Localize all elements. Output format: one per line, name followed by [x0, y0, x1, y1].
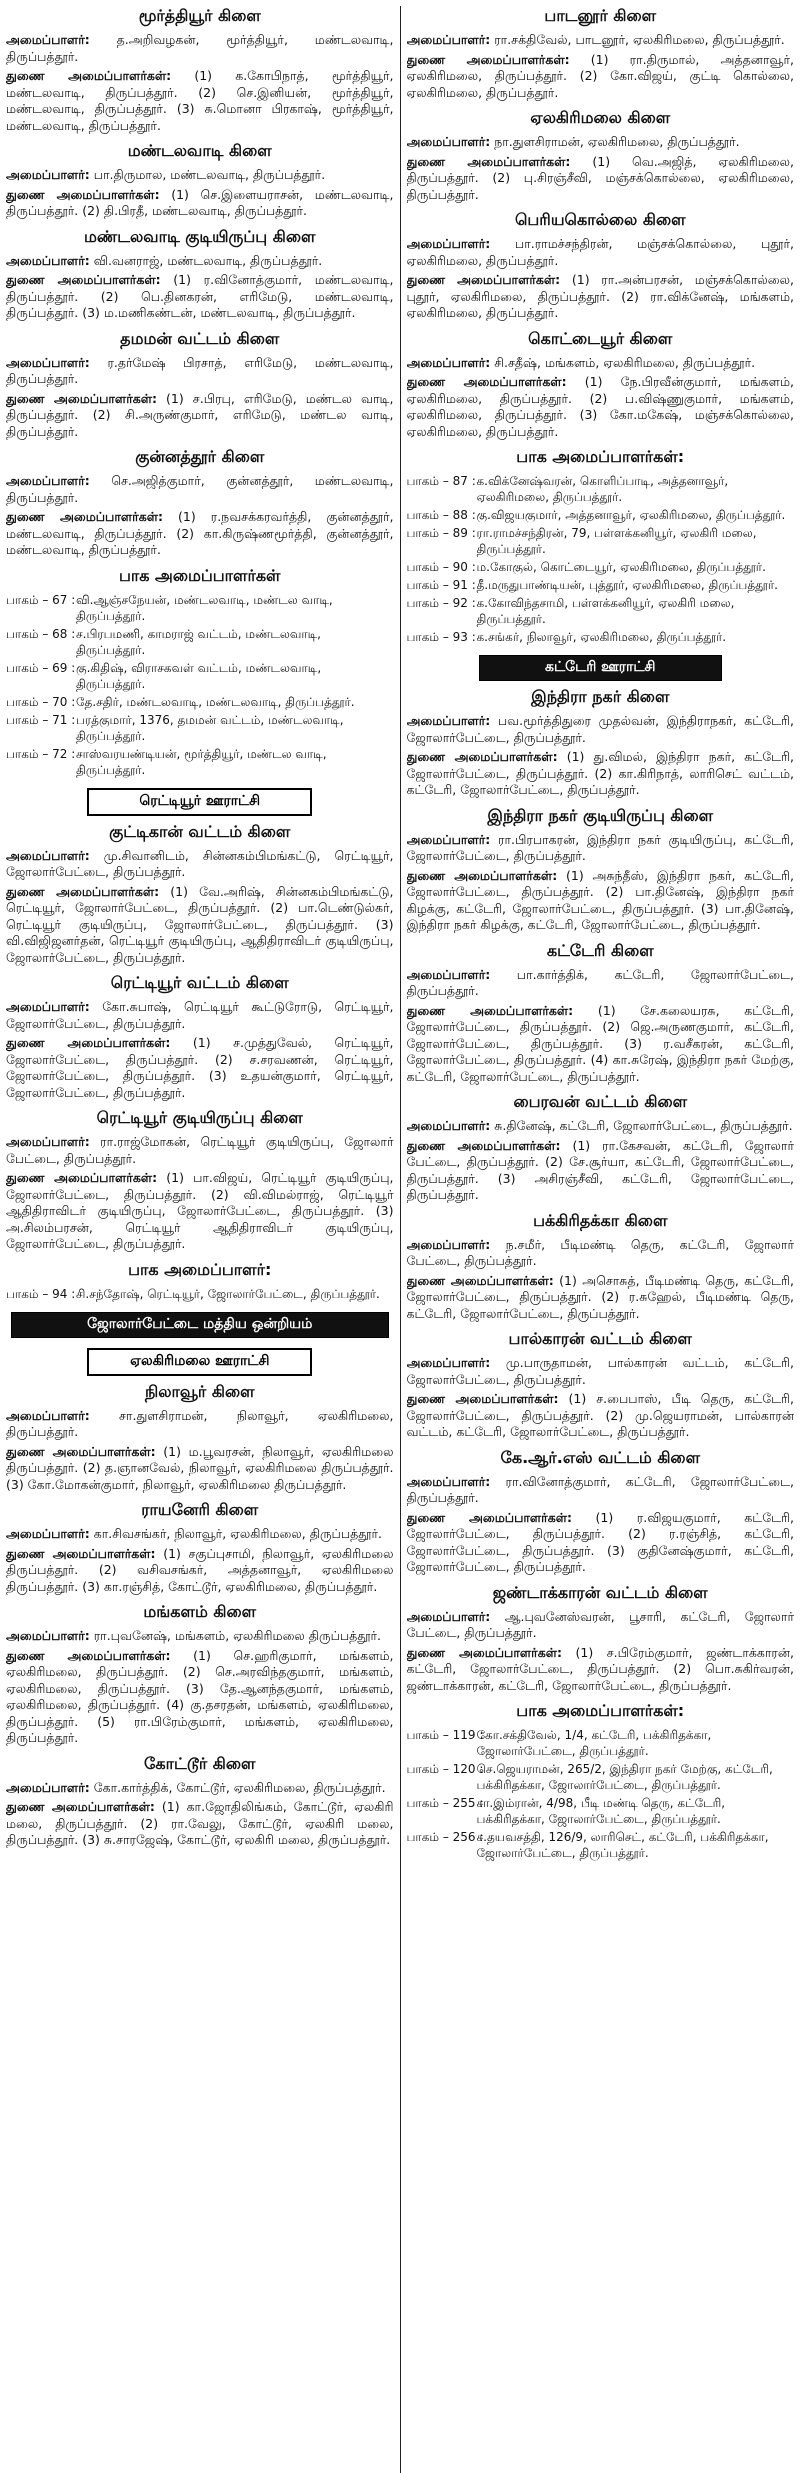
branch-title: இந்திரா நகர் குடியிருப்பு கிளை	[487, 805, 714, 825]
branch-block	[6, 447, 394, 559]
branch-block	[6, 822, 394, 967]
ward-organizer: ரா.ராமச்சந்திரன், 79, பள்ளக்கனியூர், ஏலகிரி மலை, திருப்பத்தூர்.	[476, 526, 757, 556]
organizer-name: பா.ராமச்சந்திரன், மஞ்சக்கொல்லை, புதூர், ஏலகிரிமலை, திருப்பத்தூர்.	[406, 236, 794, 268]
branch-title: மண்டலவாடி குடியிருப்பு கிளை	[84, 226, 316, 246]
deputy-organizers-line	[6, 509, 394, 559]
organizer-label: அமைப்பாளர்:	[6, 1134, 90, 1149]
deputy-organizers-label: துணை அமைப்பாளர்கள்:	[406, 51, 570, 67]
branch-block	[407, 210, 795, 322]
ward-entry	[407, 525, 795, 557]
deputy-organizers-names: (1) சே.கலையரசு, கட்டேரி, ஜோலார்பேட்டை, திருப்பத்தூர். (2) ஜெ.அருணகுமார், கட்டேரி, ஜோலார்பேட்டை, திருப்பத்தூர். (3) ர.வசீகரன், கட்டேரி, ஜோலார்பேட்டை, திருப்பத்தூர். (4) கா.சுரேஷ், இந்திரா நகர் மேற்கு, கட்டேரி, ஜோலார்பேட்டை, திருப்பத்தூர்.	[406, 1002, 794, 1084]
deputy-organizers-label: துணை அமைப்பாளர்கள்:	[6, 1647, 171, 1663]
deputy-organizers-line	[407, 1391, 795, 1441]
deputy-organizers-line	[407, 749, 795, 799]
organizer-line	[6, 253, 394, 270]
deputy-organizers-line	[407, 374, 795, 440]
deputy-organizers-names: (1) வே.அரிஷ், சின்னகம்பிமங்கட்டு, ரெட்டியூர், ஜோலார்பேட்டை, திருப்பத்தூர். (2) பா.டெண்டுல்கர், ரெட்டியூர் குடியிருப்பு, ஜோலார்பேட்டை, திருப்பத்தூர். (3) வி.விஜிஜனர்தன், ரெட்டியூர் குடியிருப்பு, ஆதிதிராவிடர் குடியிருப்பு, ஜோலார்பேட்டை, திருப்பத்தூர்.	[6, 883, 394, 965]
ward-organizer: ம.கோகுல், கொட்டையூர், ஏலகிரிமலை, திருப்பத்தூர்.	[476, 560, 766, 574]
organizer-line	[6, 999, 394, 1032]
organizer-name: ரா.ராஜ்மோகன், ரெட்டியூர் குடியிருப்பு, ஜோலார் பேட்டை, திருப்பத்தூர்.	[6, 1134, 394, 1166]
organizer-label: அமைப்பாளர்:	[406, 134, 491, 149]
branch-title: தமமன் வட்டம் கிளை	[120, 328, 280, 348]
deputy-organizers-names: (1) ச.பைபாஸ், பீடி தெரு, கட்டேரி, ஜோலார்பேட்டை, திருப்பத்தூர். (2) மு.ஜெயராமன், பால்காரன் வட்டம், கட்டேரி, ஜோலார்பேட்டை, திருப்பத்தூர்.	[406, 1391, 794, 1439]
deputy-organizers-label: துணை அமைப்பாளர்கள்:	[406, 1002, 574, 1018]
deputy-organizers-names: (1) வெ.அஜித், ஏலகிரிமலை, திருப்பத்தூர். (2) பு.சிரஞ்சீவி, மஞ்சக்கொல்லை, ஏலகிரிமலை, திருப்பத்தூர்.	[406, 153, 794, 202]
ward-organizer: கு.விஜயகுமார், அத்தனாவூர், ஏலகிரிமலை, திருப்பத்தூர்.	[476, 508, 786, 522]
ward-organizer: சாஸ்வரயண்டியன், மூர்த்தியூர், மண்டல வாடி, திருப்பத்தூர்.	[76, 746, 327, 777]
deputy-organizers-line	[407, 1510, 795, 1576]
ward-number: பாகம் – 91 :	[406, 578, 476, 592]
branch-block	[6, 6, 394, 134]
deputy-organizers-label: துணை அமைப்பாளர்கள்:	[6, 390, 157, 406]
ward-organizers-title: பாக அமைப்பாளர்கள்	[118, 565, 281, 585]
ward-number: பாகம் – 92 :	[406, 596, 476, 610]
organizer-line	[407, 1609, 795, 1642]
deputy-organizers-label: துணை அமைப்பாளர்கள்:	[6, 509, 163, 524]
ward-entry	[407, 1761, 795, 1793]
deputy-organizers-names: (1) க.கோபிநாத், மூர்த்தியூர், மண்டலவாடி, திருப்பத்தூர். (2) செ.இனியன், மூர்த்தியூர், மண்டலவாடி, திருப்பத்தூர். (3) சு.மொனா பிரகாஷ், மூர்த்தியூர், மண்டலவாடி, திருப்பத்தூர்.	[6, 68, 394, 133]
deputy-organizers-line	[6, 1648, 394, 1747]
branch-block	[407, 1448, 795, 1576]
ward-entry	[6, 746, 394, 778]
organizer-name: நா.துளசிராமன், ஏலகிரிமலை, திருப்பத்தூர்.	[494, 134, 740, 149]
ward-organizer: க.விக்னேஷ்வரன், கொளிப்பாடி, அத்தனாவூர், ஏலகிரிமலை, திருப்பத்தூர்.	[476, 474, 729, 504]
ward-entry	[6, 660, 394, 692]
organizer-line	[6, 473, 394, 506]
organizer-name: பா.கார்த்திக், கட்டேரி, ஜோலார்பேட்டை, திருப்பத்தூர்.	[406, 966, 794, 998]
right-column	[407, 6, 795, 2473]
organizer-line	[407, 1355, 795, 1388]
ward-organizer: கு.கிதிஷ், விராசகவள் வட்டம், மண்டலவாடி, திருப்பத்தூர்.	[76, 660, 322, 691]
ward-number: பாகம் – 255 :	[406, 1796, 484, 1810]
ward-entry	[6, 694, 394, 710]
ward-organizer: செ.ஜெயராமன், 265/2, இந்திரா நகர் மேற்கு, கட்டேரி, பக்கிரிதக்கா, ஜோலார்பேட்டை, திருப்பத்தூர்.	[476, 1762, 773, 1792]
branch-title: இந்திரா நகர் கிளை	[531, 687, 670, 706]
deputy-organizers-names: (1) செ.இளையராசன், மண்டலவாடி, திருப்பத்தூர். (2) தி.பிரதீ, மண்டலவாடி, திருப்பத்தூர்.	[6, 186, 394, 218]
branch-title: குன்னத்தூர் கிளை	[135, 447, 265, 466]
deputy-organizers-label: துணை அமைப்பாளர்கள்:	[6, 272, 161, 287]
section-banner: ரெட்டியூர் ஊராட்சி	[87, 788, 312, 816]
deputy-organizers-label: துணை அமைப்பாளர்கள்:	[406, 153, 571, 169]
ward-entry	[407, 1795, 795, 1827]
organizer-name: ரா.புவனேஷ், மங்களம், ஏலகிரிமலை திருப்பத்தூர்.	[93, 1628, 381, 1643]
organizer-line	[407, 832, 795, 865]
branch-block	[407, 1329, 795, 1441]
ward-organizer: தே.சதிர், மண்டலவாடி, மண்டலவாடி, திருப்பத்தூர்.	[76, 694, 355, 709]
organizer-name: சி.சதீஷ், மங்களம், ஏலகிரிமலை, திருப்பத்தூர்.	[494, 354, 756, 370]
deputy-organizers-label: துணை அமைப்பாளர்கள்:	[406, 1509, 572, 1525]
ward-organizers-title: பாக அமைப்பாளர்கள்:	[516, 1701, 685, 1720]
branch-title: குட்டிகான் வட்டம் கிளை	[109, 821, 291, 841]
ward-number: பாகம் – 90 :	[406, 560, 476, 574]
branch-block	[407, 329, 795, 441]
organizer-label: அமைப்பாளர்:	[406, 32, 491, 47]
deputy-organizers-line	[407, 154, 795, 204]
organizer-line	[6, 167, 394, 184]
deputy-organizers-names: (1) ரா.அன்பரசன், மஞ்சக்கொல்லை, புதூர், ஏலகிரிமலை, திருப்பத்தூர். (2) ரா.விக்னேஷ், மங்களம், ஏலகிரிமலை, திருப்பத்தூர்.	[406, 272, 794, 320]
deputy-organizers-names: (1) ரா.கேசவன், கட்டேரி, ஜோலார் பேட்டை, திருப்பத்தூர். (2) சே.சூர்யா, கட்டேரி, ஜோலார்பேட்டை, திருப்பத்தூர். (3) அசிரஞ்சீவி, கட்டேரி, ஜோலார்பேட்டை, திருப்பத்தூர்.	[406, 1137, 794, 1202]
branch-block	[6, 227, 394, 322]
organizer-line	[407, 32, 795, 49]
branch-title: பால்காரன் வட்டம் கிளை	[508, 1329, 692, 1348]
deputy-organizers-line	[407, 1003, 795, 1086]
branch-title: மங்களம் கிளை	[143, 1602, 257, 1621]
organizer-line	[6, 848, 394, 881]
deputy-organizers-names: (1) ர.வினோத்குமார், மண்டலவாடி, திருப்பத்தூர். (2) பெ.தினகரன், எரிமேடு, மண்டலவாடி, திருப்பத்தூர். (3) ம.மணிகண்டன், மண்டலவாடி, திருப்பத்தூர்.	[6, 272, 394, 320]
ward-number: பாகம் – 93 :	[406, 630, 476, 644]
ward-entry	[407, 595, 795, 627]
organizer-line	[6, 355, 394, 388]
organizer-name: பவ.மூர்த்திதுரை முதல்வன், இந்திராநகர், கட்டேரி, ஜோலார்பேட்டை, திருப்பத்தூர்.	[406, 713, 794, 745]
deputy-organizers-line	[6, 1170, 394, 1253]
ward-number: பாகம் – 120 :	[406, 1762, 484, 1776]
organizer-name: ர.தர்மேஷ் பிரசாத், எரிமேடு, மண்டலவாடி, திருப்பத்தூர்.	[6, 354, 394, 386]
deputy-organizers-line	[407, 1645, 795, 1695]
branch-title: பக்கிரிதக்கா கிளை	[533, 1210, 668, 1230]
deputy-organizers-label: துணை அமைப்பாளர்கள்:	[6, 1545, 156, 1561]
branch-block	[407, 687, 795, 799]
ward-organizer: வி.ஆஞ்சநேயன், மண்டலவாடி, மண்டல வாடி, திருப்பத்தூர்.	[76, 592, 333, 623]
branch-title: கோட்டூர் கிளை	[144, 1753, 256, 1773]
organizer-line	[407, 713, 795, 746]
branch-block	[6, 1500, 394, 1595]
organizer-name: வி.வனராஜ், மண்டலவாடி, திருப்பத்தூர்.	[93, 252, 323, 268]
organizer-name: பா.திருமால, மண்டலவாடி, திருப்பத்தூர்.	[93, 167, 326, 182]
ward-number: பாகம் – 87 :	[406, 474, 476, 488]
organizer-label: அமைப்பாளர்:	[6, 1407, 90, 1423]
branch-title: பெரியகொல்லை கிளை	[514, 210, 686, 229]
ward-entry	[407, 507, 795, 523]
organizer-label: அமைப்பாளர்:	[406, 1118, 491, 1133]
organizer-line	[407, 1474, 795, 1507]
ward-number: பாகம் – 94 :	[6, 1286, 76, 1301]
organizer-line	[407, 967, 795, 1000]
organizer-line	[6, 1780, 394, 1797]
deputy-organizers-names: (1) கா.ஜோதிலிங்கம், கோட்டூர், ஏலகிரி மலை, திருப்பத்தூர். (2) ரா.வேலு, கோட்டூர், ஏலகிரி மலை, திருப்பத்தூர். (3) சு.சாரஜேஷ், கோட்டூர், ஏலகிரி மலை, திருப்பத்தூர்.	[6, 1799, 394, 1847]
organizer-label: அமைப்பாளர்:	[6, 847, 90, 863]
ward-organizer: ச.பிரபமணி, காமராஜ் வட்டம், மண்டலவாடி, திருப்பத்தூர்.	[76, 626, 321, 657]
organizer-label: அமைப்பாளர்:	[6, 167, 90, 182]
branch-block	[6, 1754, 394, 1849]
deputy-organizers-names: (1) அசுந்தீஸ், இந்திரா நகர், கட்டேரி, ஜோலார்பேட்டை, திருப்பத்தூர். (2) பா.தினேஷ், இந்திரா நகர் கிழக்கு, கட்டேரி, ஜோலார்பேட்டை, திருப்பத்தூர். (3) பா.தினேஷ், இந்திரா நகர் கிழக்கு, கட்டேரி, ஜோலார்பேட்டை, திருப்பத்தூர்.	[406, 867, 794, 932]
branch-title: கட்டேரி கிளை	[546, 940, 654, 960]
branch-title: நிலாவூர் கிளை	[144, 1381, 255, 1401]
ward-organizer: கோ.சக்திவேல், 1/4, கட்டேரி, பக்கிரிதக்கா, ஜோலார்பேட்டை, திருப்பத்தூர்.	[476, 1728, 712, 1758]
branch-block	[6, 1108, 394, 1253]
ward-entry	[407, 1829, 795, 1861]
deputy-organizers-line	[6, 272, 394, 322]
deputy-organizers-line	[6, 1546, 394, 1596]
organizer-label: அமைப்பாளர்:	[6, 32, 90, 47]
organizer-line	[6, 1408, 394, 1441]
branch-title: மண்டலவாடி கிளை	[127, 141, 272, 160]
deputy-organizers-label: துணை அமைப்பாளர்கள்:	[6, 883, 160, 899]
deputy-organizers-line	[407, 868, 795, 934]
branch-title: கே.ஆர்.எஸ் வட்டம் கிளை	[500, 1447, 700, 1467]
ward-organizer: பரத்குமார், 1376, தமமன் வட்டம், மண்டலவாடி, திருப்பத்தூர்.	[76, 712, 344, 743]
deputy-organizers-names: (1) பா.விஜய், ரெட்டியூர் குடியிருப்பு, ஜோலார்பேட்டை, திருப்பத்தூர். (2) வி.விமல்ராஜ், ரெட்டியூர் ஆதிதிராவிடர் குடியிருப்பு, ஜோலார்பேட்டை, திருப்பத்தூர். (3) அ.சிலம்பரசன், ரெட்டியூர் ஆதிதிராவிடர் குடியிருப்பு, ஜோலார்பேட்டை, திருப்பத்தூர்.	[6, 1170, 394, 1251]
deputy-organizers-label: துணை அமைப்பாளர்கள்:	[6, 1443, 156, 1459]
deputy-organizers-names: (1) ச.பிரேம்குமார், ஜண்டாக்காரன், கட்டேரி, ஜோலார்பேட்டை, திருப்பத்தூர். (2) பொ.சுகிர்வரன், ஜண்டாக்காரன், கட்டேரி, ஜோலார்பேட்டை, திருப்பத்தூர்.	[406, 1644, 794, 1693]
branch-title: கொட்டையூர் கிளை	[528, 328, 673, 348]
branch-title: மூர்த்தியூர் கிளை	[138, 6, 261, 25]
ward-number: பாகம் – 69 :	[6, 660, 76, 675]
deputy-organizers-line	[6, 1444, 394, 1494]
deputy-organizers-label: துணை அமைப்பாளர்கள்:	[406, 749, 558, 764]
ward-organizers-title: பாக அமைப்பாளர்:	[128, 1259, 272, 1279]
organizer-label: அமைப்பாளர்:	[6, 252, 90, 268]
branch-title: ரெட்டியூர் குடியிருப்பு கிளை	[96, 1108, 303, 1127]
deputy-organizers-label: துணை அமைப்பாளர்கள்:	[406, 1644, 562, 1660]
organizer-line	[6, 1628, 394, 1645]
branch-block	[407, 1092, 795, 1204]
organizer-line	[6, 32, 394, 65]
organizer-label: அமைப்பாளர்:	[6, 1779, 90, 1795]
ward-entry	[407, 1727, 795, 1759]
ward-number: பாகம் – 119 :	[406, 1728, 484, 1742]
organizer-label: அமைப்பாளர்:	[406, 831, 491, 847]
ward-number: பாகம் – 72 :	[6, 746, 76, 761]
branch-title: ஏலகிரிமலை கிளை	[530, 108, 671, 127]
ward-organizers-block	[6, 1260, 394, 1302]
deputy-organizers-line	[6, 68, 394, 134]
deputy-organizers-label: துணை அமைப்பாளர்கள்:	[406, 374, 567, 389]
organizer-name: மு.சிவானிடம், சின்னகம்பிமங்கட்டு, ரெட்டியூர், ஜோலார்பேட்டை, திருப்பத்தூர்.	[6, 847, 394, 879]
branch-block	[6, 1602, 394, 1747]
ward-entry	[6, 712, 394, 744]
deputy-organizers-names: (1) சகுப்புசாமி, நிலாவூர், ஏலகிரிமலை திருப்பத்தூர். (2) வசிவசங்கர், அத்தனாவூர், ஏலகிரிமலை திருப்பத்தூர். (3) கா.ரஞ்சித், கோட்டூர், ஏலகிரிமலை, திருப்பத்தூர்.	[6, 1545, 394, 1594]
branch-block	[407, 108, 795, 203]
ward-number: பாகம் – 68 :	[6, 626, 76, 641]
deputy-organizers-line	[6, 1799, 394, 1849]
deputy-organizers-label: துணை அமைப்பாளர்கள்:	[406, 272, 561, 287]
organizer-line	[6, 1526, 394, 1543]
section-banner: ஜோலார்பேட்டை மத்திய ஒன்றியம்	[11, 1312, 389, 1338]
ward-entry	[407, 629, 795, 645]
organizer-name: த.அறிவழகன், மூர்த்தியூர், மண்டலவாடி, திருப்பத்தூர்.	[6, 32, 394, 64]
deputy-organizers-label: துணை அமைப்பாளர்கள்:	[6, 1799, 155, 1814]
branch-block	[407, 6, 795, 101]
deputy-organizers-line	[6, 391, 394, 441]
deputy-organizers-label: துணை அமைப்பாளர்கள்:	[6, 186, 160, 202]
organizer-name: கோ.கார்த்திக், கோட்டூர், ஏலகிரிமலை, திருப்பத்தூர்.	[93, 1779, 386, 1795]
deputy-organizers-line	[6, 884, 394, 967]
deputy-organizers-line	[6, 1035, 394, 1101]
organizer-label: அமைப்பாளர்:	[6, 354, 90, 370]
branch-block	[6, 1382, 394, 1494]
organizer-label: அமைப்பாளர்:	[406, 1473, 491, 1489]
organizer-line	[407, 134, 795, 151]
deputy-organizers-names: (1) ச.பிரபு, எரிமேடு, மண்டல வாடி, திருப்பத்தூர். (2) சி.அருண்குமார், எரிமேடு, மண்டல வாடி, திருப்பத்தூர்.	[6, 390, 394, 439]
ward-organizers-title: பாக அமைப்பாளர்கள்:	[516, 447, 685, 466]
ward-organizer: தீ.மருதுபாண்டியன், புத்தூர், ஏலகிரிமலை, திருப்பத்தூர்.	[476, 578, 778, 592]
organizer-name: ந.சமீர், பீடிமண்டி தெரு, கட்டேரி, ஜோலார் பேட்டை, திருப்பத்தூர்.	[406, 1236, 794, 1268]
ward-number: பாகம் – 70 :	[6, 694, 76, 709]
deputy-organizers-names: (1) அசொசுத், பீடிமண்டி தெரு, கட்டேரி, ஜோலார்பேட்டை, திருப்பத்தூர். (2) ர.சுஹேல், பீடிமண்டி தெரு, கட்டேரி, ஜோலார்பேட்டை, திருப்பத்தூர்.	[406, 1272, 794, 1321]
organizer-label: அமைப்பாளர்:	[6, 1628, 90, 1643]
ward-organizers-block	[407, 1701, 795, 1861]
organizer-label: அமைப்பாளர்:	[406, 354, 491, 370]
ward-organizer: சி.சந்தோஷ், ரெட்டியூர், ஜோலார்பேட்டை, திருப்பத்தூர்.	[76, 1286, 380, 1301]
section-banner: ஏலகிரிமலை ஊராட்சி	[87, 1348, 312, 1376]
deputy-organizers-label: துணை அமைப்பாளர்கள்:	[406, 1391, 559, 1406]
organizer-label: அமைப்பாளர்:	[6, 1526, 90, 1541]
organizer-label: அமைப்பாளர்:	[406, 1236, 491, 1252]
deputy-organizers-names: (1) து.விமல், இந்திரா நகர், கட்டேரி, ஜோலார்பேட்டை, திருப்பத்தூர். (2) கா.கிரிநாத், லாரிசெட் வட்டம், கட்டேரி, ஜோலார்பேட்டை, திருப்பத்தூர்.	[406, 749, 794, 797]
branch-block	[407, 941, 795, 1086]
organizer-name: கா.சிவசங்கர், நிலாவூர், ஏலகிரிமலை, திருப்பத்தூர்.	[93, 1526, 382, 1541]
organizer-name: ரா.சக்திவேல், பாடனூர், ஏலகிரிமலை, திருப்பத்தூர்.	[494, 32, 785, 47]
organizer-label: அமைப்பாளர்:	[6, 999, 90, 1014]
deputy-organizers-line	[407, 1273, 795, 1323]
branch-block	[407, 1211, 795, 1323]
branch-block	[6, 973, 394, 1101]
deputy-organizers-names: (1) ம.பூவரசன், நிலாவூர், ஏலகிரிமலை திருப்பத்தூர். (2) த.ஞானவேல், நிலாவூர், ஏலகிரிமலை திருப்பத்தூர். (3) கோ.மோகன்குமார், நிலாவூர், ஏலகிரிமலை திருப்பத்தூர்.	[6, 1443, 394, 1492]
branch-title: ராயனேரி கிளை	[141, 1500, 259, 1519]
ward-organizer: க.கோவிந்தசாமி, பள்ளக்கனியூர், ஏலகிரி மலை, திருப்பத்தூர்.	[476, 596, 735, 626]
organizer-label: அமைப்பாளர்:	[406, 1355, 491, 1370]
deputy-organizers-names: (1) ச.முத்துவேல், ரெட்டியூர், ஜோலார்பேட்டை, திருப்பத்தூர். (2) ச.சரவணன், ரெட்டியூர், ஜோலார்பேட்டை, திருப்பத்தூர். (3) உதயன்குமார், ரெட்டியூர், ஜோலார்பேட்டை, திருப்பத்தூர்.	[6, 1035, 394, 1100]
deputy-organizers-names: (1) ர.விஜயகுமார், கட்டேரி, ஜோலார்பேட்டை, திருப்பத்தூர். (2) ர.ரஞ்சித், கட்டேரி, ஜோலார்பேட்டை, திருப்பத்தூர். (3) குதினேஷ்குமார், கட்டேரி, ஜோலார்பேட்டை, திருப்பத்தூர்.	[406, 1509, 794, 1574]
organizer-name: கோ.சுபாஷ், ரெட்டியூர் கூட்டுரோடு, ரெட்டியூர், ஜோலார்பேட்டை, திருப்பத்தூர்.	[6, 999, 394, 1031]
organizer-name: ரா.பிரபாகரன், இந்திரா நகர் குடியிருப்பு, கட்டேரி, ஜோலார்பேட்டை, திருப்பத்தூர்.	[406, 831, 794, 863]
deputy-organizers-names: (1) செ.ஹரிகுமார், மங்களம், ஏலகிரிமலை, திருப்பத்தூர். (2) செ.அரவிந்தகுமார், மங்களம், ஏலகிரிமலை, திருப்பத்தூர். (3) தே.ஆனந்தகுமார், மங்களம், ஏலகிரிமலை, திருப்பத்தூர். (4) கு.தசரதன், மங்களம், ஏலகிரிமலை, திருப்பத்தூர். (5) ரா.பிரேம்குமார், மங்களம், ஏலகிரிமலை, திருப்பத்தூர்.	[6, 1647, 394, 1745]
organizer-line	[407, 1237, 795, 1270]
ward-organizer: ச.தயவசத்தி, 126/9, லாரிசெட், கட்டேரி, பக்கிரிதக்கா, ஜோலார்பேட்டை, திருப்பத்தூர்.	[476, 1830, 769, 1860]
branch-title: பாடனூர் கிளை	[544, 6, 657, 25]
organizer-line	[407, 355, 795, 372]
ward-number: பாகம் – 256 :	[406, 1830, 484, 1844]
organizer-label: அமைப்பாளர்:	[6, 473, 90, 488]
left-column	[6, 6, 401, 2473]
deputy-organizers-label: துணை அமைப்பாளர்கள்:	[6, 1170, 158, 1185]
branch-title: ரெட்டியூர் வட்டம் கிளை	[110, 973, 289, 992]
deputy-organizers-line	[6, 187, 394, 220]
organizer-name: சா.துளசிராமன், நிலாவூர், ஏலகிரிமலை, திருப்பத்தூர்.	[6, 1407, 394, 1439]
ward-organizers-block	[6, 566, 394, 778]
branch-block	[6, 141, 394, 220]
organizer-label: அமைப்பாளர்:	[406, 1608, 491, 1624]
ward-entry	[407, 473, 795, 505]
organizer-line	[407, 1118, 795, 1135]
branch-title: ஜண்டாக்காரன் வட்டம் கிளை	[492, 1582, 708, 1602]
ward-organizer: க.சங்கர், நிலாவூர், ஏலகிரிமலை, திருப்பத்தூர்.	[476, 630, 727, 644]
branch-block	[407, 1583, 795, 1695]
ward-entry	[407, 577, 795, 593]
deputy-organizers-names: (1) ரா.திருமால், அத்தனாவூர், ஏலகிரிமலை, திருப்பத்தூர். (2) கோ.விஜய், குட்டி கொல்லை, ஏலகிரிமலை, திருப்பத்தூர்.	[406, 51, 794, 100]
organizer-label: அமைப்பாளர்:	[406, 713, 491, 728]
deputy-organizers-names: (1) நே.பிரவீன்குமார், மங்களம், ஏலகிரிமலை, திருப்பத்தூர். (2) ப.விஷ்ணுகுமார், மங்களம், ஏலகிரிமலை, திருப்பத்தூர். (3) கோ.மகேஷ், மஞ்சக்கொல்லை, ஏலகிரிமலை, திருப்பத்தூர்.	[406, 374, 794, 439]
ward-number: பாகம் – 67 :	[6, 592, 76, 607]
ward-entry	[6, 1286, 394, 1302]
organizer-name: செ.அஜித்குமார், குன்னத்தூர், மண்டலவாடி, திருப்பத்தூர்.	[6, 473, 394, 505]
organizer-name: ஆ.புவனேஸ்வரன், பூசாரி, கட்டேரி, ஜோலார் பேட்டை, திருப்பத்தூர்.	[406, 1608, 794, 1640]
deputy-organizers-line	[407, 52, 795, 102]
ward-organizers-block	[407, 447, 795, 645]
deputy-organizers-label: துணை அமைப்பாளர்கள்:	[6, 68, 172, 83]
ward-organizer: சா.இம்ரான், 4/98, பீடி மண்டி தெரு, கட்டேரி, பக்கிரிதக்கா, ஜோலார்பேட்டை, திருப்பத்தூர்.	[476, 1796, 726, 1826]
deputy-organizers-label: துணை அமைப்பாளர்கள்:	[406, 1272, 554, 1288]
branch-block	[6, 329, 394, 441]
organizer-name: மு.பாருதாமன், பால்காரன் வட்டம், கட்டேரி, ஜோலார்பேட்டை, திருப்பத்தூர்.	[406, 1355, 794, 1387]
deputy-organizers-label: துணை அமைப்பாளர்கள்:	[406, 867, 558, 883]
ward-entry	[407, 559, 795, 575]
organizer-line	[6, 1134, 394, 1167]
branch-title: பைரவன் வட்டம் கிளை	[513, 1092, 688, 1111]
organizer-label: அமைப்பாளர்:	[406, 966, 491, 982]
organizer-line	[407, 236, 795, 269]
ward-number: பாகம் – 71 :	[6, 712, 76, 727]
ward-number: பாகம் – 88 :	[406, 508, 476, 522]
deputy-organizers-line	[407, 1138, 795, 1204]
organizer-label: அமைப்பாளர்:	[406, 236, 491, 251]
ward-number: பாகம் – 89 :	[406, 526, 476, 540]
deputy-organizers-label: துணை அமைப்பாளர்கள்:	[6, 1035, 171, 1050]
ward-entry	[6, 626, 394, 658]
deputy-organizers-names: (1) ர.நவசக்கரவர்த்தி, குன்னத்தூர், மண்டலவாடி, திருப்பத்தூர். (2) கா.கிருஷ்ணமூர்த்தி, குன்னத்தூர், மண்டலவாடி, திருப்பத்தூர்.	[6, 509, 394, 557]
branch-block	[407, 806, 795, 934]
section-banner: கட்டேரி ஊராட்சி	[479, 655, 722, 681]
ward-entry	[6, 592, 394, 624]
organizer-name: ரா.வினோத்குமார், கட்டேரி, ஜோலார்பேட்டை, திருப்பத்தூர்.	[406, 1473, 794, 1505]
deputy-organizers-line	[407, 272, 795, 322]
organizer-name: சு.தினேஷ், கட்டேரி, ஜோலார்பேட்டை, திருப்பத்தூர்.	[494, 1118, 793, 1133]
deputy-organizers-label: துணை அமைப்பாளர்கள்:	[406, 1137, 561, 1153]
